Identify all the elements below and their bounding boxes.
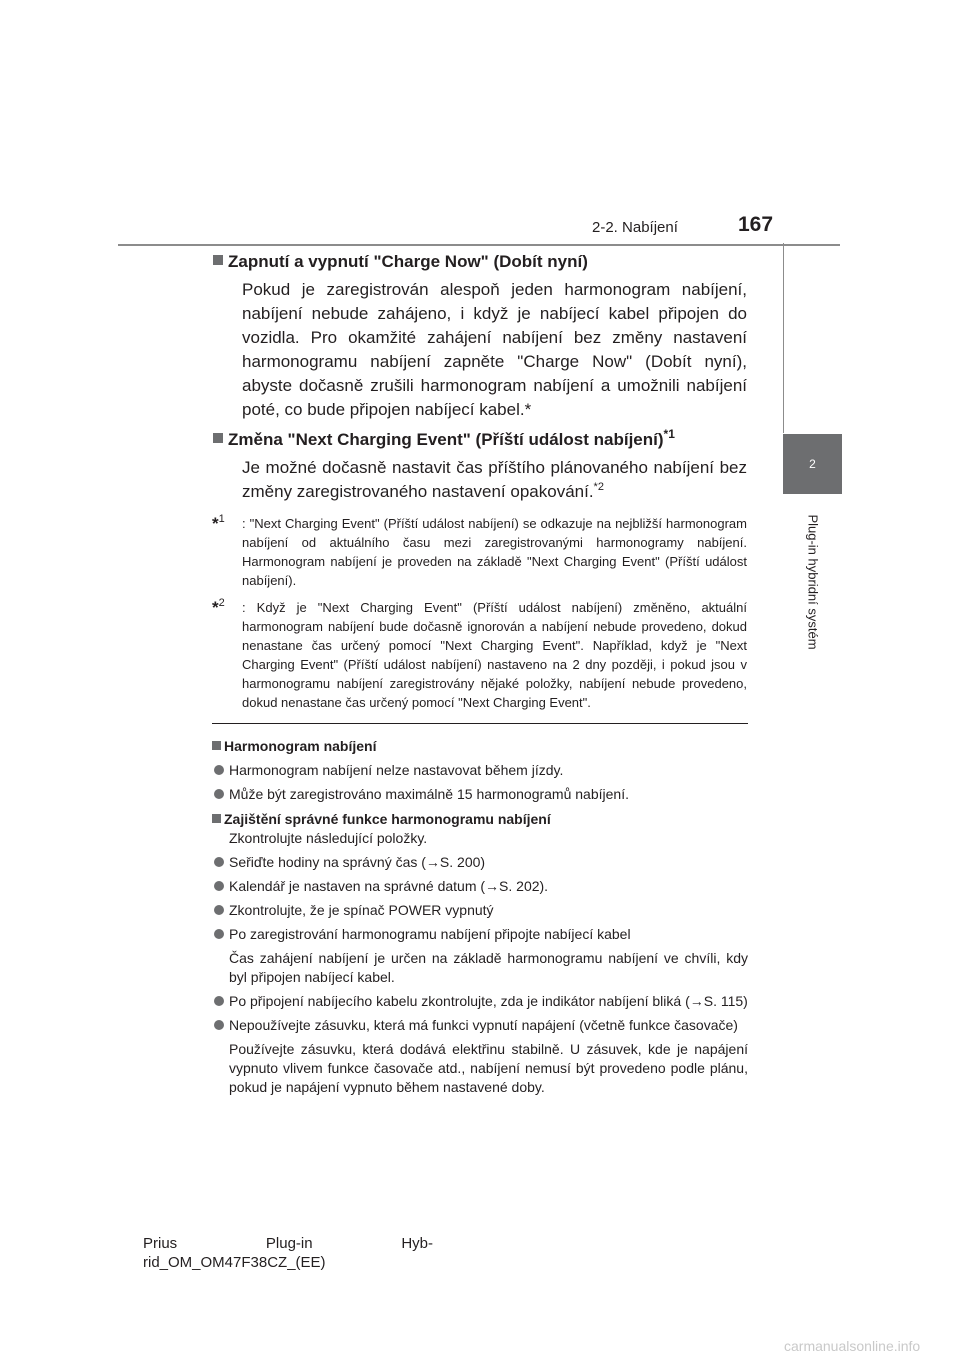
bullet-icon [214,905,224,915]
bullet-icon [214,765,224,775]
list-item: Zkontrolujte, že je spínač POWER vypnutý [212,901,748,920]
watermark: carmanualsonline.info [784,1338,921,1354]
heading-charging-schedule: Harmonogram nabíjení [212,737,748,756]
square-bullet-icon [213,433,223,443]
bullet-icon [214,857,224,867]
bullet-icon [214,789,224,799]
square-bullet-icon [212,741,221,750]
chapter-label: Plug-in hybridní systém [805,514,820,650]
main-content [212,252,747,712]
paragraph-charge-now: Pokud je zaregistrován alespoň jeden harmonogram nabíjení, nabíjení nebude zahájeno, i když je nabíjecí kabel připojen do vozidla. Pro okamžité zahájení nabíjení bez změny nastavení harmonogramu nabíjení zapněte "Charge Now" (Dobít nyní), abyste dočasně zrušili harmonogram nabíjení a umožnili nabíjení poté, co bude připojen nabíjecí kabel.* [242,280,747,419]
chapter-tab[interactable]: 2 [783,434,842,494]
list-item: Seřiďte hodiny na správný čas (→S. 200) [212,853,748,872]
bullet-icon [214,1020,224,1030]
square-bullet-icon [213,255,223,265]
square-bullet-icon [212,814,221,823]
info-section [212,733,748,1097]
list-item-detail: Čas zahájení nabíjení je určen na základě harmonogramu nabíjení ve chvíli, kdy byl připojen nabíjecí kabel. [229,950,748,985]
bullet-icon [214,881,224,891]
list-item-detail: Používejte zásuvku, která dodává elektřinu stabilně. U zásuvek, kde je napájení vypnuto vlivem funkce časovače atd., nabíjení nemusí být provedeno podle plánu, pokud je napájení vypnuto během nastavené doby. [229,1041,748,1095]
paragraph-next-charging-event: Je možné dočasně nastavit čas příštího plánovaného nabíjení bez změny zaregistrovaného nastavení opakování.$^{*2}$ [242,458,747,501]
list-item: Po zaregistrování harmonogramu nabíjení připojte nabíjecí kabel [212,925,748,944]
intro-text: Zkontrolujte následující položky. [229,830,428,846]
bullet-icon [214,929,224,939]
list-item: Nepoužívejte zásuvku, která má funkci vypnutí napájení (včetně funkce časovače) [212,1016,748,1035]
heading-schedule-function: Zajištění správné funkce harmonogramu nabíjení [212,810,748,829]
footnote: *$^2$ : Když je "Next Charging Event" (Příští událost nabíjení) změněno, aktuální harmonogram nabíjení bude dočasně ignorován a nabíjení nebude provedeno, dokud nenastane čas určený pomocí "Next Charging Event". Například, když je "Next Charging Event" (Příští událost nabíjení) nastaveno na 2 dny později, i pokud jsou v harmonogramu nabíjení zaregistrovány nějaké položky, nabíjení nebude provedeno, dokud nenastane čas určený pomocí "Next Charging Event". [212,597,747,710]
heading-next-charging-event: Změna "Next Charging Event" (Příští událost nabíjení)$^{*1}$ [212,430,747,450]
footer-doc-id: Prius Plug-in Hyb- rid_OM_OM47F38CZ_(EE) [143,1235,433,1271]
list-item: Může být zaregistrováno maximálně 15 harmonogramů nabíjení. [212,785,748,804]
heading-charge-now: Zapnutí a vypnutí "Charge Now" (Dobít nyní) [212,252,747,272]
bullet-icon [214,996,224,1006]
footnotes [212,514,747,712]
section-title: 2-2. Nabíjení [592,219,678,236]
list-item: Po připojení nabíjecího kabelu zkontrolujte, zda je indikátor nabíjení bliká (→S. 115) [212,992,748,1011]
footnote: *$^1$ : "Next Charging Event" (Příští událost nabíjení) se odkazuje na nejbližší harmonogram nabíjení od aktuálního času mezi zaregistrovanými harmonogramy nabíjení. Harmonogram nabíjení je proveden na základě "Next Charging Event" (Příští událost nabíjení). [212,513,747,588]
side-tab-rule [783,243,843,433]
section-divider [212,723,748,724]
page-number: 167 [738,213,774,236]
list-item: Harmonogram nabíjení nelze nastavovat během jízdy. [212,761,748,780]
header-rule [118,244,840,246]
list-item: Kalendář je nastaven na správné datum (→S. 202). [212,877,748,896]
